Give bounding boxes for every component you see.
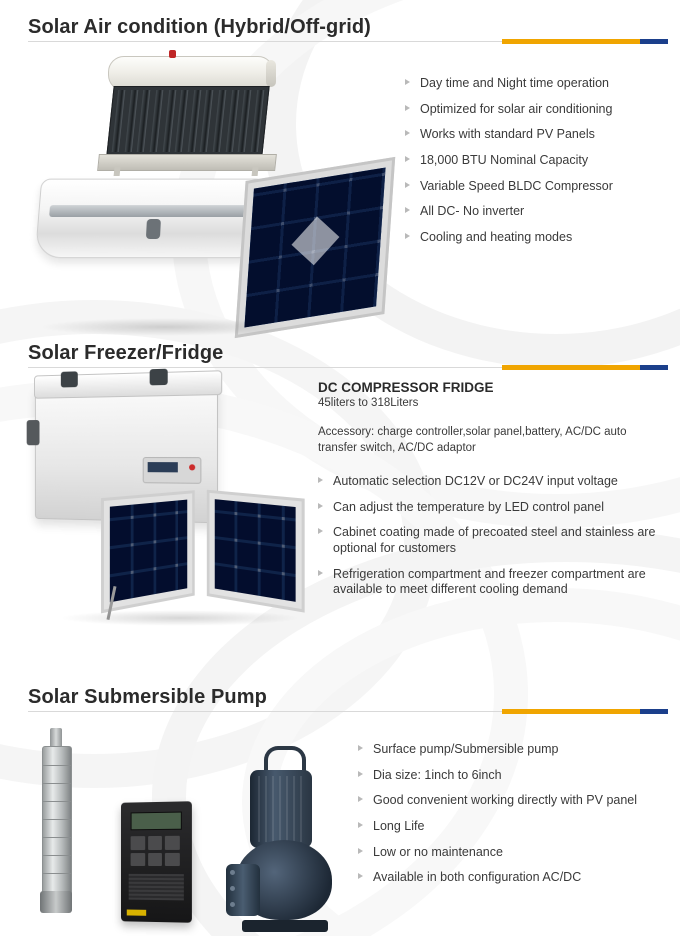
list-item [358,819,658,835]
list-item [318,525,668,556]
folding-solar-panel-graphic [98,494,313,614]
triangle-right-icon [318,503,323,509]
triangle-right-icon [405,156,410,162]
fridge-subheading: 45liters to 318Liters [318,397,419,409]
tank-valve [169,50,176,58]
section-body [0,714,680,936]
section-body [0,370,680,670]
list-item-label: All DC- No inverter [420,204,525,219]
triangle-right-icon [405,79,410,85]
controller-keypad [131,836,180,866]
list-item-label: Dia size: 1inch to 6inch [373,767,502,782]
fridge-accessory-text: Accessory: charge controller,solar panel,battery, AC/DC auto transfer switch, AC/DC adaptor [318,426,627,454]
collector-frame [97,154,277,171]
list-item-label: Works with standard PV Panels [420,127,595,142]
controller-display [131,812,182,831]
rule-grey-segment [28,41,502,42]
list-item-label: Long Life [373,818,425,833]
triangle-right-icon [318,570,323,576]
triangle-right-icon [405,233,410,239]
list-item [405,76,660,92]
list-item [405,102,660,118]
section-solar-submersible-pump [0,670,680,936]
led-control-panel [143,457,202,484]
triangle-right-icon [405,105,410,111]
fridge-product-image [20,374,310,624]
section-solar-air-condition [0,0,680,326]
pump-motor-housing [250,770,312,848]
list-item-label: Low or no maintenance [373,844,503,859]
air-louver [49,205,254,217]
list-item-label: Cabinet coating made of precoated steel and stainless are optional for customers [333,525,656,555]
section-header [0,670,680,714]
list-item-label: 18,000 BTU Nominal Capacity [420,152,589,167]
pump-feature-list [358,742,658,896]
triangle-right-icon [358,848,363,854]
pv-panel-graphic [235,157,395,338]
aircon-product-image [30,50,400,322]
triangle-right-icon [358,745,363,751]
controller-label-plate [129,874,184,900]
triangle-right-icon [405,182,410,188]
fridge-text-block [318,380,668,608]
section-title: Solar Submersible Pump [28,686,267,708]
list-item [318,567,668,598]
list-item [405,179,660,195]
list-item-label: Surface pump/Submersible pump [373,742,559,756]
controller-sticker [127,910,146,916]
rule-grey-segment [28,367,502,368]
fridge-feature-list [318,474,668,598]
pump-base [242,920,328,932]
triangle-right-icon [358,822,363,828]
panel-wing-right [207,490,305,613]
triangle-right-icon [358,873,363,879]
list-item-label: Day time and Night time operation [420,76,609,90]
evacuated-tubes [106,86,269,156]
freezer-lid [34,370,222,399]
pump-body [42,746,72,898]
list-item-label: Available in both configuration AC/DC [373,870,582,885]
section-title: Solar Freezer/Fridge [28,342,224,364]
indoor-split-unit-graphic [35,179,266,259]
lid-latch [150,369,168,386]
list-item [318,500,668,516]
list-item [358,870,658,886]
pump-product-image [20,724,360,936]
list-item [405,153,660,169]
pump-motor [40,891,72,913]
triangle-right-icon [318,477,323,483]
list-item [358,768,658,784]
section-header [0,0,680,44]
list-item [358,742,658,758]
list-item [358,845,658,861]
pump-outlet [50,728,62,748]
triangle-right-icon [358,796,363,802]
list-item-label: Good convenient working directly with PV panel [373,793,638,808]
list-item [405,204,660,220]
list-item [405,127,660,143]
list-item [358,793,658,809]
unit-vent-knob [146,219,161,239]
submersible-pump-graphic [38,728,76,913]
section-body [0,44,680,326]
triangle-right-icon [405,130,410,136]
surface-pump-graphic [220,744,355,936]
list-item-label: Refrigeration compartment and freezer compartment are available to meet different cooling demand [333,566,646,597]
list-item-label: Can adjust the temperature by LED control panel [333,499,604,514]
panel-wing-left [101,490,195,613]
fridge-heading: DC COMPRESSOR FRIDGE [318,380,494,395]
list-item-label: Automatic selection DC12V or DC24V input voltage [333,474,618,489]
section-solar-freezer-fridge [0,326,680,670]
aircon-feature-list [405,76,660,255]
power-led-icon [189,464,195,470]
list-item-label: Variable Speed BLDC Compressor [420,178,613,193]
triangle-right-icon [358,771,363,777]
section-header [0,326,680,370]
pump-controller-graphic [121,801,192,923]
list-item-label: Optimized for solar air conditioning [420,101,613,116]
solar-collector-graphic [90,50,278,175]
list-item [405,230,660,246]
section-title: Solar Air condition (Hybrid/Off-grid) [28,16,371,38]
pump-discharge-flange [226,864,260,916]
rule-grey-segment [28,711,502,712]
list-item-label: Cooling and heating modes [420,229,573,244]
triangle-right-icon [405,207,410,213]
side-handle [27,420,40,445]
triangle-right-icon [318,528,323,534]
control-panel-display [148,462,178,472]
list-item [318,474,668,490]
lid-latch [61,371,78,387]
